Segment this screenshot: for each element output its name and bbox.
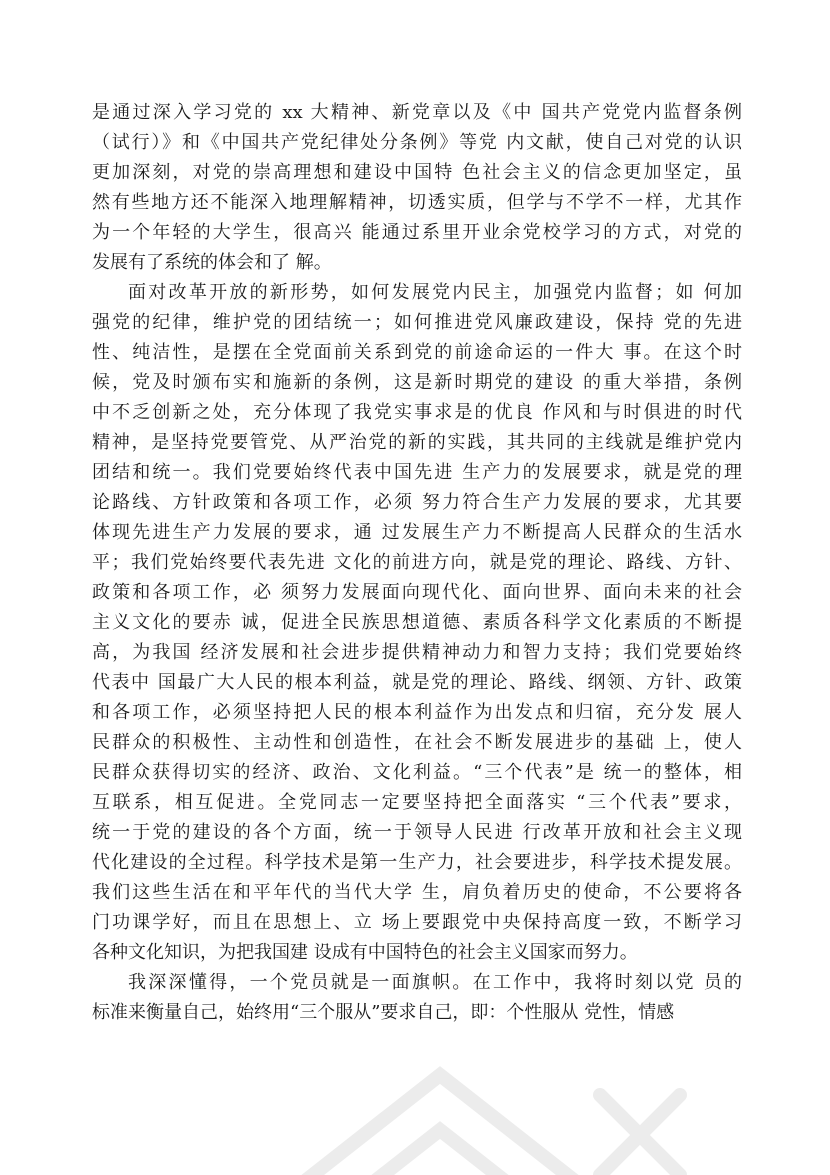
text-line: 体现先进生产力发展的要求，通 过发展生产力不断提高人民群众的生活水 [92,522,742,543]
text-line: 代表中 国最广大人民的根本利益，就是党的理论、路线、纲领、方针、政策 [92,672,742,693]
text-line: 门功课学好，而且在思想上、立 场上要跟党中央保持高度一致，不断学习 [92,912,742,933]
text-line: 各种文化知识，为把我国建 设成有中国特色的社会主义国家而努力。 [92,942,638,963]
text-line: 中不乏创新之处，充分体现了我党实事求是的优良 作风和与时俱进的时代 [92,402,742,423]
text-line: 民群众获得切实的经济、政治、文化利益。“三个代表”是 统一的整体，相 [92,762,742,783]
text-line: 和各项工作，必须坚持把人民的根本利益作为出发点和归宿，充分发 展人 [92,702,742,723]
text-line: 更加深刻，对党的崇高理想和建设中国特 色社会主义的信念更加坚定，虽 [92,162,742,183]
paragraph [92,278,742,968]
text-line: 互联系，相互促进。全党同志一定要坚持把全面落实 “三个代表”要求， [92,792,742,813]
text-line: 我们这些生活在和平年代的当代大学 生，肩负着历史的使命，不公要将各 [92,882,742,903]
text-line: 面对改革开放的新形势，如何发展党内民主，加强党内监督；如 何加 [128,282,742,303]
text-line: 论路线、方针政策和各项工作，必须 努力符合生产力发展的要求，尤其要 [92,492,742,513]
paragraph [92,98,742,278]
text-line: 然有些地方还不能深入地理解精神，切透实质，但学与不学不一样，尤其作 [92,192,742,213]
text-line: 性、纯洁性，是摆在全党面前关系到党的前途命运的一件大 事。在这个时 [92,342,742,363]
text-line: 政策和各项工作，必 须努力发展面向现代化、面向世界、面向未来的社会 [92,582,742,603]
text-line: （试行）》和《中国共产党纪律处分条例》等党 内文献，使自己对党的认识 [92,132,742,153]
text-line: 代化建设的全过程。科学技术是第一生产力，社会要进步，科学技术提发展。 [92,852,742,873]
text-line: 精神，是坚持党要管党、从严治党的新的实践，其共同的主线就是维护党内 [92,432,742,453]
text-line: 候，党及时颁布实和施新的条例，这是新时期党的建设 的重大举措，条例 [92,372,742,393]
text-line: 团结和统一。我们党要始终代表中国先进 生产力的发展要求，就是党的理 [92,462,742,483]
text-line: 统一于党的建设的各个方面，统一于领导人民进 行改革开放和社会主义现 [92,822,742,843]
text-line: 主义文化的要赤 诚，促进全民族思想道德、素质各科学文化素质的不断提 [92,612,742,633]
text-line: 平；我们党始终要代表先进 文化的前进方向，就是党的理论、路线、方针、 [92,552,742,573]
document-body [92,98,742,1028]
paragraph [92,968,742,1028]
text-line: 标准来衡量自己，始终用“三个服从”要求自己，即：个性服从 党性，情感 [92,1002,675,1023]
text-line: 高，为我国 经济发展和社会进步提供精神动力和智力支持；我们党要始终 [92,642,742,663]
watermark-logo [240,1055,700,1175]
text-line: 强党的纪律，维护党的团结统一；如何推进党风廉政建设，保持 党的先进 [92,312,742,333]
text-line: 为一个年轻的大学生，很高兴 能通过系里开业余党校学习的方式，对党的 [92,222,742,243]
text-line: 我深深懂得，一个党员就是一面旗帜。在工作中，我将时刻以党 员的 [128,972,742,993]
text-line: 是通过深入学习党的 xx 大精神、新党章以及《中 国共产党党内监督条例 [92,102,742,123]
text-line: 民群众的积极性、主动性和创造性，在社会不断发展进步的基础 上，使人 [92,732,742,753]
text-line: 发展有了系统的体会和了 解。 [92,252,332,273]
